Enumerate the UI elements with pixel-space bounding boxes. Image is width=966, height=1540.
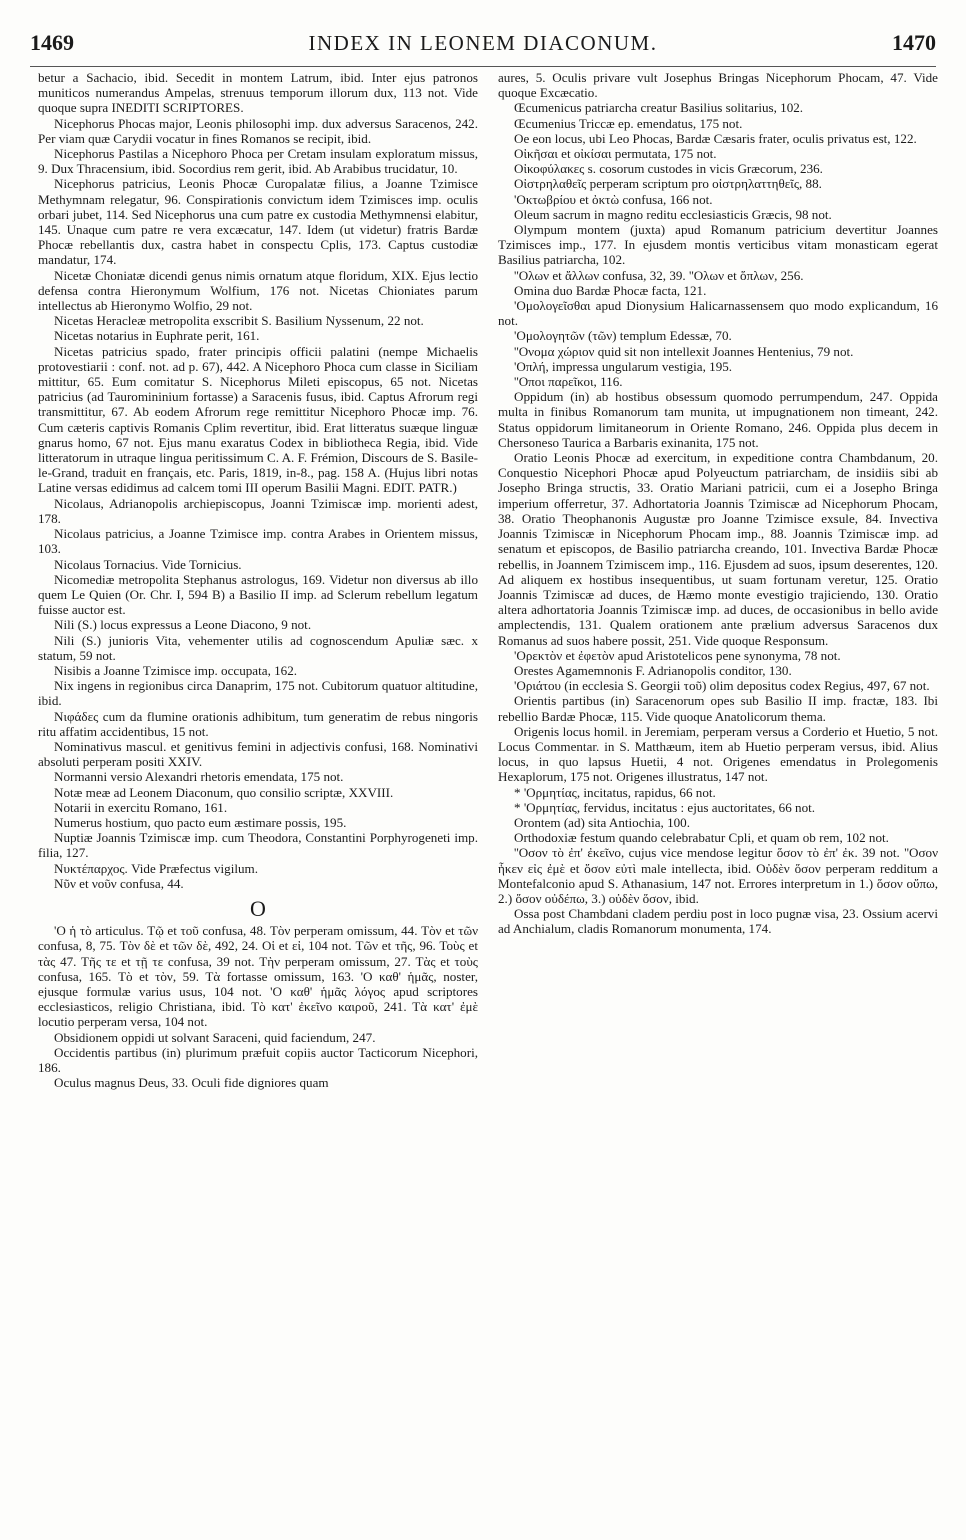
index-entry: Οἰκοφύλακες s. cosorum custodes in vicis Græcorum, 236.	[514, 161, 823, 177]
index-entry: Ossa post Chambdani cladem perdiu post in loco pugnæ visa, 23. Ossium acervi ad Anchialum, cladis Romanorum monumenta, 174.	[498, 906, 938, 937]
index-entry: 'Οπλή, impressa ungularum vestigia, 195.	[514, 358, 733, 374]
index-entry: 'Ομολογεῖσθαι apud Dionysium Halicarnassensem quo modo explicandum, 16 not.	[498, 298, 938, 329]
index-entry: Nicolaus patricius, a Joanne Tzimisce imp. contra Arabes in Orientem missus, 103.	[38, 526, 478, 557]
index-entry: Oratio Leonis Phocæ ad exercitum, in expeditione contra Chambdanum, 20. Conquestio Nicephori Phocæ apud Polyeuctum patriarcham, de insidiis sibi ab Josepho Bringa structis, 33. Oratio Mariani patricii, cum ei a Josepho Bringa imperium offerretur, 37. Adhortatoria Joannis Tzimiscæ ad Nicephorum Phocam, 38. Oratio Theophanonis Augustæ pro Joanne Tzimisce exsule, 84. Invectiva Joannis Tzimiscæ in Nicephorum Phocam imp., 88. Joannis Tzimiscæ imp. ad senatum et episcopos, de Basilio patriarcha creando, 101. Invectiva Bardæ Phocæ rebellis, in Joannem Tzimiscem imp., 116. Ejusdem ad suos, ipsum deserentes, 120. Ad aliquem ex hostibus insequentibus, ut suam fortunam veretur, 125. Oratio Joannis Tzimiscæ ad duces, de Hæmo monte evestigio trajiciendo, 130. Oratio altera adhortatoria Joannis Tzimiscæ imp. ad duces, de occasionibus in bello avide amplectendis, 131. Qualem orationem ante prælium adversus Saracenos dux Romanus ad suos habere possit, 251. Vide quoque Responsum.	[498, 450, 938, 648]
left-column	[38, 70, 478, 1525]
index-entry: * 'Ορμητίας, incitatus, rapidus, 66 not.	[514, 784, 716, 800]
index-entry: Nuptiæ Joannis Tzimiscæ imp. cum Theodora, Constantini Porphyrogeneti imp. filia, 127.	[38, 830, 478, 861]
index-entry: Obsidionem oppidi ut solvant Saraceni, quid faciendum, 247.	[54, 1029, 376, 1045]
index-entry: Νῦν et νοῦν confusa, 44.	[54, 875, 184, 891]
index-entry: betur a Sachacio, ibid. Secedit in montem Latrum, ibid. Inter ejus patronos muniticos numerandus Ampelas, strenuus temporum illorum dux, 113 not. Vide quoque supra INEDITI SCRIPTORES.	[38, 70, 478, 116]
index-entry: 'Ομολογητῶν (τῶν) templum Edessæ, 70.	[514, 328, 732, 344]
index-entry: Nicetas patricius spado, frater principis officii palatini (nempe Michaelis protovestiarii : conf. not. ad p. 67), 442. A Nicephoro Phoca cum classe in Siciliam mittitur, 65. Eum comitatur S. Nicephorus Mileti episcopus, 65 not. Nicetas patricius (ad Tauromininium fortasse) a Saracenis fusus, ibid. Captus Afrorum regi transmittitur, 67. Ab eodem Afrorum rege remittitur Nicephoro Phocæ imp. 76. Cum cæteris captivis Romanis Cplim revertitur, ibid. Erat litteratus suæque linguæ gnarus homo, 67 not. Ejus manu exaratus Codex in bibliotheca Regia, ibid. Vide litteratorum in utraque lingua peritissimum C. A. F. Frémion, Discours de S. Basile-le-Grand, traduit en français, etc. Paris, 1819, in-8., pag. 158 A. (Hujus libri notas Latine versas edidimus ad calcem tomi III operum Basilii Magni. EDIT. PATR.)	[38, 343, 478, 496]
index-entry: ''Οποι παρεῖκοι, 116.	[514, 374, 623, 390]
index-entry: Nominativus mascul. et genitivus femini in adjectivis confusi, 168. Nominativi absoluti perperam positi XXIV.	[38, 738, 478, 770]
page-header	[30, 30, 936, 67]
index-entry: Omina duo Bardæ Phocæ facta, 121.	[514, 282, 707, 298]
index-entry: Οἰκῆσαι et οἰκίσαι permutata, 175 not.	[514, 146, 717, 162]
index-entry: Occidentis partibus (in) plurimum præfuit copiis auctor Tacticorum Nicephori, 186.	[38, 1044, 478, 1075]
index-entry: Œcumenicus patriarcha creatur Basilius solitarius, 102.	[514, 100, 804, 116]
index-entry: Nicephorus Phocas major, Leonis philosophi imp. dux adversus Saracenos, 242. Per viam quæ Carydii vocatur in fines Romanos se recipit, ibid.	[38, 115, 478, 146]
running-title: INDEX IN LEONEM DIACONUM.	[308, 31, 658, 55]
index-entry: ''Ονομα χώριον quid sit non intellexit Joannes Hentenius, 79 not.	[514, 343, 854, 359]
index-entry: Nicetæ Choniatæ dicendi genus nimis ornatum atque floridum, XIX. Ejus lectio defensa contra Hieronymum Wolfium, 176 not. Nicetas Chioniates parum intellectus ab Hieronymo Wolfio, 29 not.	[38, 267, 478, 314]
index-entry: Nicetas Heracleæ metropolita exscribit S. Basilium Nyssenum, 22 not.	[54, 313, 424, 329]
index-entry: Orientis partibus (in) Saracenorum opes sub Basilio II imp. fractæ, 183. Ibi rebellio Bardæ Phocæ, 115. Vide quoque Anatolicorum thema.	[498, 693, 938, 724]
index-entry: Oe eon locus, ubi Leo Phocas, Bardæ Cæsaris frater, oculis privatus est, 122.	[514, 130, 917, 146]
index-entry: Οἰστρηλαθεῖς perperam scriptum pro οἰστρηλαττηθεῖς, 88.	[514, 176, 822, 192]
index-entry: Origenis locus homil. in Jeremiam, perperam versus a Corderio et Huetio, 5 not. Locus Commentar. in S. Matthæum, item ab Huetio perperam versus, ibid. Alius locus, in quo lapsus Huetii, 4 not. Origenes emendatus in Prolegomenis Hexaplorum, 175 not. Origenes illustratus, 147 not.	[498, 723, 938, 785]
index-entry: ''Ολων et ἄλλων confusa, 32, 39. ''Ολων et ὅπλων, 256.	[514, 267, 804, 283]
index-entry: Νυκτέπαρχος. Vide Præfectus vigilum.	[54, 860, 258, 876]
index-entry: Œcumenius Triccæ ep. emendatus, 175 not.	[514, 115, 743, 131]
index-entry: ''Οσον τὸ ἐπ' ἐκεῖνο, cujus vice mendose legitur ὅσον τὸ ἐπ' ἐκ. 39 not. ''Οσον ἧκεν εἰς ἐμὲ et ὅσον εὐτὶ male intellecta, ibid. Οὐδὲν ὅσον perperam redditum a Montefalconio apud S. Athanasium, 147 not. Errores interpretum in 1.) ὅσον οὔπω, 2.) ὅσον οὐδέπω, 3.) οὐδὲν ὅσον, ibid.	[498, 845, 938, 906]
index-entry: Oppidum (in) ab hostibus obsessum quomodo perrumpendum, 247. Oppida multa in finibus Romanorum tam munita, ut impugnationem non timeant, 242. Status oppidorum limitaneorum in Oriente Romano, 246. Oppida plus decem in Chersoneso Taurica a Barbaris exinanita, 175 not.	[498, 389, 938, 450]
index-entry: Oculus magnus Deus, 33. Oculi fide digniores quam	[54, 1075, 329, 1091]
index-entry: 'Ο ἡ τὸ articulus. Τῷ et τοῦ confusa, 48. Τὸν perperam omissum, 44. Τὸν et τῶν confusa, 8, 75. Τὸν δὲ et τῶν δὲ, 492, 24. Οἱ et εἰ, 104 not. Τῶν et τῆς, 96. Τοὺς et τὰς 47. Τῆς τε et τῇ τε confusa, 39 not. Τὴν perperam omissum, 27. Τὰς et τοὺς confusa, 165. Τὸ et τὸν, 59. Τὰ fortasse omissum, 163. 'Ο καθ' ἡμᾶς, noster, ejusque formulæ varius usus, 104 not. 'Ο καθ' ἡμᾶς λόγος apud scriptores ecclesiasticos, religio Christiana, ibid. Τὸ κατ' ἐκεῖνο καιροῦ, 241. Τὰ κατ' ἐμὲ locutio perperam versa, 104 not.	[38, 923, 478, 1030]
index-entry: aures, 5. Oculis privare vult Josephus Bringas Nicephorum Phocam, 47. Vide quoque Excæcatio.	[498, 70, 938, 101]
index-entry: Νιφάδες cum da flumine orationis adhibitum, tum generatim de rebus ningoris ritu affatim accidentibus, 15 not.	[38, 708, 478, 739]
index-entry: Notarii in exercitu Romano, 161.	[54, 799, 228, 815]
index-entry: Nicetas notarius in Euphrate perit, 161.	[54, 328, 260, 344]
index-entry: 'Οριάτου (in ecclesia S. Georgii τοῦ) olim depositus codex Regius, 497, 67 not.	[514, 678, 930, 694]
right-column	[498, 70, 938, 1525]
index-entry: Nili (S.) junioris Vita, vehementer utilis ad cognoscendum Apuliæ sæc. x statum, 59 not.	[38, 632, 478, 663]
index-entry: 'Ορεκτὸν et ἐφετὸν apud Aristotelicos pene synonyma, 78 not.	[514, 647, 841, 663]
index-entry: Nicephorus patricius, Leonis Phocæ Curopalatæ filius, a Joanne Tzimisce Methymnam relegatur, 96. Conspirationis convictum idem Tzimisces imp. oculis orbari jubet, 114. Sed Nicephorus una cum patre ex custodia Methymnensi elabitur, 145. Unaque cum patre re vera excæcatur, 147. Idem (ut videtur) fratris Bardæ Phocæ rebellantis dux, castra habet in conspectu Cplis, 173. Captus custodiæ mandatur, 174.	[38, 176, 478, 268]
index-entry: Orestes Agamemnonis F. Adrianopolis conditor, 130.	[514, 662, 792, 678]
index-entry: Nicolaus, Adrianopolis archiepiscopus, Joanni Tzimiscæ imp. morienti adest, 178.	[38, 495, 478, 526]
index-entry: Normanni versio Alexandri rhetoris emendata, 175 not.	[54, 769, 344, 785]
index-entry: Nicephorus Pastilas a Nicephoro Phoca per Cretam insulam exploratum missus, 9. Dux Thracensium, ibid. Socordius rem gerit, ibid. Ab Arabibus trucidatur, 10.	[38, 146, 478, 177]
index-entry: Nili (S.) locus expressus a Leone Diacono, 9 not.	[54, 617, 312, 633]
index-entry: Notæ meæ ad Leonem Diaconum, quo consilio scriptæ, XXVIII.	[54, 784, 394, 800]
index-entry: Nicolaus Tornacius. Vide Tornicius.	[54, 556, 242, 572]
index-entry: Orontem (ad) sita Antiochia, 100.	[514, 814, 690, 830]
index-entry: Nisibis a Joanne Tzimisce imp. occupata, 162.	[54, 662, 298, 678]
index-entry: Orthodoxiæ festum quando celebrabatur Cpli, et quam ob rem, 102 not.	[514, 830, 889, 846]
index-entry: * 'Ορμητίας, fervidus, incitatus : ejus auctoritates, 66 not.	[514, 799, 816, 815]
index-entry: Nicomediæ metropolita Stephanus astrologus, 169. Videtur non diversus ab illo quem Le Quien (Or. Chr. I, 594 B) a Basilio II imp. ad Sclerum rebellum legatum fuisse auctor est.	[38, 571, 478, 618]
page-number-right: 1470	[892, 30, 936, 55]
page-number-left: 1469	[30, 30, 74, 55]
index-entry: Nix ingens in regionibus circa Danaprim, 175 not. Cubitorum quatuor altitudine, ibid.	[38, 678, 478, 709]
index-entry: 'Οκτωβρίου et ὀκτὼ confusa, 166 not.	[514, 191, 713, 207]
section-letter: O	[250, 895, 266, 921]
index-entry: Numerus hostium, quo pacto eum æstimare possis, 195.	[54, 814, 347, 830]
index-entry: Olympum montem (juxta) apud Romanum patricium devertitur Joannes Tzimisces imp., 177. In ejusdem montis verticibus vitam monasticam egerat Basilius patriarcha, 102.	[498, 222, 938, 268]
index-entry: Oleum sacrum in magno reditu ecclesiasticis Græcis, 98 not.	[514, 206, 832, 222]
